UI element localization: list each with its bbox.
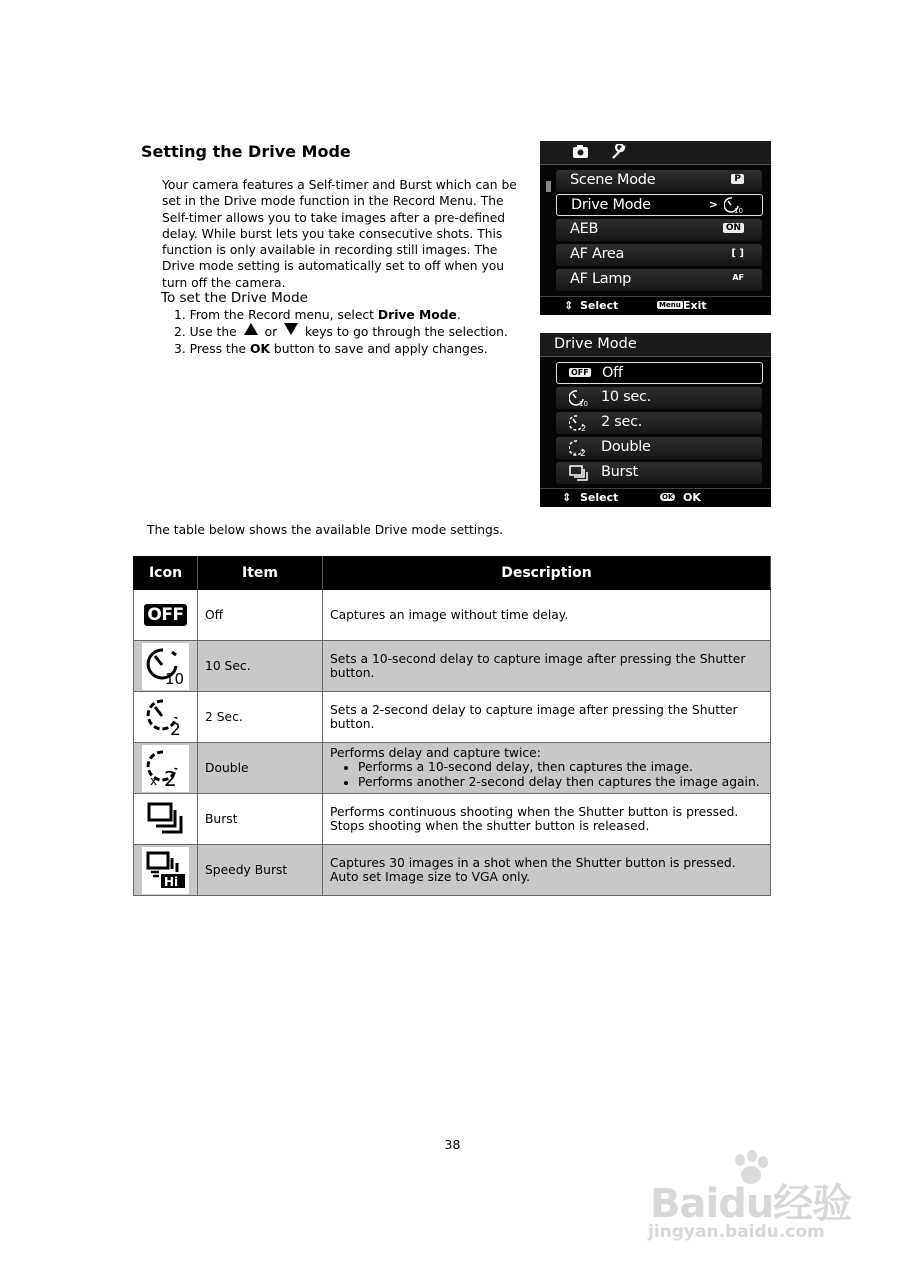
menu-footer: ⇕ Select Menu Exit <box>540 296 771 315</box>
menu-item-drive-mode: Drive Mode > 10 <box>556 194 763 216</box>
menu-scrollbar <box>546 181 551 192</box>
svg-text:2: 2 <box>581 424 587 432</box>
burst-icon <box>569 464 589 482</box>
chevron-right-icon: > <box>708 198 718 211</box>
header-description: Description <box>323 557 771 590</box>
timer-10-icon <box>569 389 589 407</box>
procedure-steps <box>174 307 508 357</box>
step-2: 2. Use the or keys to go through the selection. <box>174 325 508 340</box>
procedure-heading: To set the Drive Mode <box>161 290 308 306</box>
drive-mode-screenshot <box>540 333 771 507</box>
down-arrow-icon <box>284 323 298 335</box>
step-1: 1. From the Record menu, select Drive Mode. <box>174 308 461 322</box>
menu-item-scene-mode: Scene Mode P <box>556 170 762 192</box>
menu-button-icon: Menu <box>659 301 681 309</box>
submenu-title-bar: Drive Mode <box>540 333 771 357</box>
menu-item-aeb: AEB ON <box>556 219 762 241</box>
speedy-burst-icon <box>145 850 187 890</box>
timer-10-icon <box>724 196 744 214</box>
svg-text:2: 2 <box>580 449 586 457</box>
menu-item-af-lamp: AF Lamp AF <box>556 269 762 291</box>
option-10-sec: 10 10 sec. <box>556 387 762 409</box>
svg-text:10: 10 <box>579 400 588 407</box>
svg-text:x: x <box>149 774 157 788</box>
table-row: 10 10 Sec. Sets a 10-second delay to capture image after pressing the Shutter button. <box>134 641 771 692</box>
table-row: Burst Performs continuous shooting when the Shutter button is pressed. Stops shooting when the shutter button is released. <box>134 794 771 845</box>
table-row: x 2 Double Performs delay and capture twice: • Performs a 10-second delay, then captures the image. • Performs another 2-second delay then captures the image again. <box>134 743 771 794</box>
record-menu-screenshot <box>540 141 771 315</box>
section-heading: Setting the Drive Mode <box>141 142 351 161</box>
intro-paragraph: Your camera features a Self-timer and Burst which can be set in the Drive mode function in the Record Menu. The Self-timer allows you to take images after a pre-defined delay. While burst lets you take consecutive shots. This function is only available in recording still images. The Drive mode setting is automatically set to off when you turn off the camera. <box>162 178 517 290</box>
camera-icon <box>572 144 589 159</box>
table-row: OFF Off Captures an image without time delay. <box>134 590 771 641</box>
baidu-watermark: Baidu经验 jingyan.baidu.com <box>640 1150 860 1260</box>
off-icon: OFF <box>144 604 186 626</box>
up-down-icon: ⇕ <box>562 491 572 504</box>
table-row: 2 2 Sec. Sets a 2-second delay to capture image after pressing the Shutter button. <box>134 692 771 743</box>
af-area-icon: [ ] <box>731 248 744 259</box>
step-3: 3. Press the OK button to save and apply changes. <box>174 341 488 356</box>
table-row: Hi Speedy Burst Captures 30 images in a shot when the Shutter button is pressed. Auto set Image size to VGA only. <box>134 845 771 896</box>
option-2-sec: 2 2 sec. <box>556 412 762 434</box>
option-burst: Burst <box>556 462 762 484</box>
option-off: OFF Off <box>556 362 763 384</box>
svg-text:x: x <box>573 451 577 457</box>
burst-icon <box>146 801 186 837</box>
on-badge: ON <box>723 223 744 233</box>
timer-double-icon <box>569 439 589 457</box>
up-down-icon: ⇕ <box>564 299 574 312</box>
svg-text:10: 10 <box>164 670 184 686</box>
header-icon: Icon <box>134 557 198 590</box>
submenu-footer: ⇕ Select OK OK <box>540 488 771 507</box>
table-header-row <box>134 557 771 590</box>
svg-text:Hi: Hi <box>163 875 178 889</box>
off-icon: OFF <box>571 368 589 377</box>
ok-button-icon: OK <box>662 493 674 501</box>
af-lamp-icon: AF <box>732 273 744 282</box>
option-double: x 2 Double <box>556 437 762 459</box>
timer-2-icon <box>146 697 186 737</box>
timer-double-icon <box>146 748 186 788</box>
svg-text:10: 10 <box>734 207 743 214</box>
table-intro: The table below shows the available Drive mode settings. <box>147 523 504 537</box>
timer-10-icon <box>146 646 186 686</box>
program-mode-icon: P <box>731 174 744 184</box>
menu-tab-bar <box>540 141 771 165</box>
drive-mode-table <box>133 556 771 896</box>
menu-item-af-area: AF Area [ ] <box>556 244 762 266</box>
double-bullets: • Performs a 10-second delay, then captures the image. • Performs another 2-second delay then captures the image again. <box>330 760 763 790</box>
timer-2-icon <box>569 414 589 432</box>
svg-text:2: 2 <box>169 720 181 737</box>
svg-text:2: 2 <box>163 767 177 788</box>
header-item: Item <box>198 557 323 590</box>
page-number: 38 <box>444 1137 461 1152</box>
up-arrow-icon <box>244 323 258 335</box>
wrench-icon <box>610 144 626 160</box>
